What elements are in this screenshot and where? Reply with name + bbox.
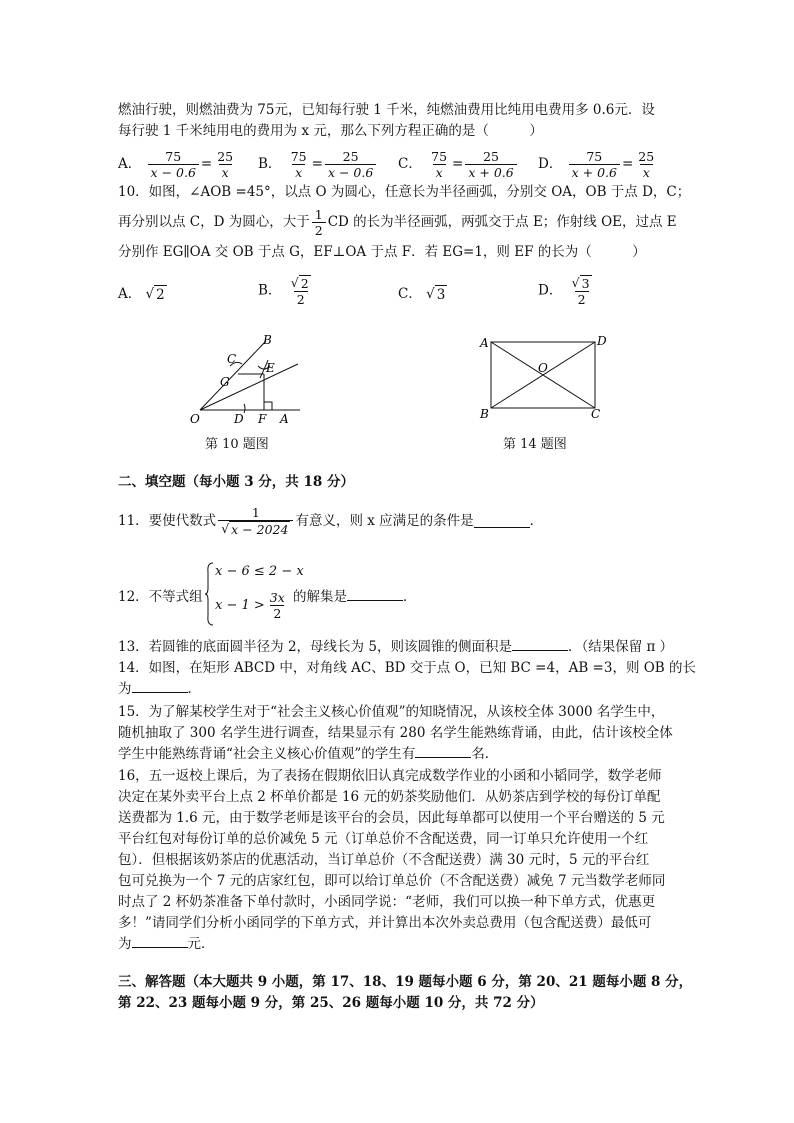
label-b: B [480,407,489,421]
label-a: A [480,336,489,350]
label-c: C [227,352,237,366]
q15-line1: 15．为了解某校学生对于“社会主义核心价值观”的知晓情况，从该校全体 3000 名学生中， [118,704,665,720]
figure-14 [475,330,615,425]
sqrt: √ 3 [571,275,590,291]
option-label: B． [258,282,282,299]
q16-line9: 为 元． [118,936,215,952]
q10-options [118,275,678,315]
q9-option-a[interactable]: A． $\frac{75}{x - 0.6}$ = $\frac{25}{x}$ [118,149,238,180]
q10-option-d[interactable] [538,275,597,307]
q11-answer-blank[interactable] [474,515,530,528]
fraction: $\frac{25}{x}$ [638,149,655,180]
option-label: B． [258,156,282,172]
q13: 13．若圆锥的底面圆半径为 2，母线长为 5，则该圆锥的侧面积是 ．（结果保留 π ） [118,639,674,655]
arc-d [244,404,245,413]
label-e: E [266,361,275,375]
label-b: B [263,333,272,347]
label-o: O [190,412,200,425]
q15-answer-blank[interactable] [415,745,471,758]
fraction: $\frac{25}{x - 0.6}$ [325,149,376,180]
option-label: D． [538,282,563,299]
q10-option-c[interactable] [398,285,447,304]
fraction: √ 2 2 [290,275,309,307]
section-3-heading-line1: 三、解答题（本大题共 9 小题，第 17、18、19 题每小题 6 分，第 20、21 题每小题 8 分， [118,974,693,990]
sqrt: √ 2 [145,286,165,303]
label-c: C [591,407,601,421]
sqrt: √ 3 [426,286,446,303]
label-a: A [280,412,289,425]
fraction: $\frac{3x}{2}$ [269,590,285,621]
fraction: $\frac{75}{x - 0.6}$ [148,149,199,180]
q12-inequality-2: x − 1 > $\frac{3x}{2}$ [215,590,290,621]
right-angle-mark [264,402,272,410]
q10-line2: 再分别以点 C，D 为圆心，大于 $\frac{1}{2}$ CD 的长为半径画弧，两弧交于点 E；作射线 OE，过点 E [118,206,677,238]
section-2-heading: 二、填空题（每小题 3 分，共 18 分） [118,474,354,490]
figure-10 [180,330,320,425]
sqrt: √ 2 [290,275,309,291]
fraction: $\frac{25}{x + 0.6}$ [465,149,516,180]
q12-inequality-1: x − 6 ≤ 2 − x [215,564,304,579]
q14-answer-blank[interactable] [132,680,188,693]
q16-line5: 包）．但根据该奶茶店的优惠活动，当订单总价（不含配送费）满 30 元时，5 元的平台红 [118,852,650,868]
option-label: C． [398,286,422,302]
fraction: $\frac{75}{x}$ [290,149,307,180]
label-d: D [234,412,244,425]
q16-line1: 16，五一返校上课后，为了表扬在假期依旧认真完成数学作业的小函和小韬同学，数学老师 [118,768,662,784]
q16-line3: 送费都为 1.6 元，由于数学老师是该平台的会员，因此每单都可以使用一个平台赠送的 5 元 [118,810,665,826]
q16-line4: 平台红包对每份订单的总价减免 5 元（订单总价不含配送费，同一订单只允许使用一个红 [118,831,649,847]
q16-line8: 多！”请同学们分析小函同学的下单方式，并计算出本次外卖总费用（包含配送费）最低可 [118,915,652,931]
q10-option-a[interactable] [118,285,167,304]
section-3-heading-line2: 第 22、23 题每小题 9 分，第 25、26 题每小题 10 分，共 72 分） [118,995,544,1011]
label-o: O [538,361,548,375]
q9-options [118,140,678,180]
ray-oe [200,364,298,410]
q9-option-c[interactable]: C． $\frac{75}{x}$ = $\frac{25}{x + 0.6}$ [398,149,519,180]
q14-line2: 为 ． [118,681,201,697]
q9-line2: 每行驶 1 千米纯用电的费用为 x 元，那么下列方程正确的是（ ） [118,123,543,139]
fraction: 1 √ x − 2024 [218,505,293,537]
fraction: $\frac{75}{x + 0.6}$ [569,149,620,180]
q16-line7: 时点了 2 杯奶茶准备下单付款时，小函同学说：“老师，我们可以换一种下单方式，优惠更 [118,894,656,910]
option-label: A． [118,286,142,302]
sqrt: √ x − 2024 [221,521,289,537]
option-label: D． [538,156,563,172]
label-f: F [258,412,267,425]
q15-line3: 学生中能熟练背诵“社会主义核心价值观”的学生有 名． [118,746,499,762]
fraction-half: $\frac{1}{2}$ [312,207,326,238]
figure-14-caption: 第 14 题图 [503,437,567,452]
brace-icon [204,562,214,626]
fraction: √ 3 2 [571,275,590,307]
q13-answer-blank[interactable] [512,638,568,651]
figure-10-caption: 第 10 题图 [205,437,269,452]
q16-line6: 包可兑换为一个 7 元的店家红包，即可以给订单总价（不含配送费）减免 7 元当数学老师同 [118,873,666,889]
exam-page: 燃油行驶，则燃油费为 75元，已知每行驶 1 千米，纯燃油费用比纯用电费用多 0.6元．设 每行驶 1 千米纯用电的费用为 x 元，那么下列方程正确的是（ ） A． $\frac{75}{x - 0.6}$ = $\frac{25}{x}$ B． $\frac{75}{x}$ = $\frac{25}{x - 0.6}$ C． $\frac{75}{x}$ = $\frac{25}{x + 0.6}$ D． $\frac{75}{x + 0.6}$ = $\frac{25}{x}$ 10．如图，∠AOB =45°，以点 O 为圆心，任意长为半径画弧，分别交 OA，OB 于点 D，C； 再分别以点 C，D 为圆心，大于 $\frac{1}{2}$ CD 的长为半径画弧，两弧交于点 E；作射线 OE，过点 E 分别作 EG∥OA 交 OB 于点 G，EF⊥OA 于点 F．若 EG=1，则 EF 的长为（ ） A． √ 2 B． √ 2 2 C． √ 3 D． √ 3 2 B C E G O D F A 第 10 题图 A D O B C 第 14 题图 二、填空题（每小题 3 分，共 18 分） 11．要使代数式 1 √ x − 2024 有意义，则 x 应满足的条件是 ． 12．不等式组 x − 6 ≤ 2 − x x − 1 > $\frac{3x}{2}$ 的解集是 ． 13．若圆锥的底面圆半径为 2，母线长为 5，则该圆锥的侧面积是 ．（结果保留 π ） 14．如图，在矩形 ABCD 中，对角线 AC、BD 交于点 O，已知 BC =4，AB =3，则 OB 的长 为 ． 15．为了解某校学生对于“社会主义核心价值观”的知晓情况，从该校全体 3000 名学生中， 随机抽取了 300 名学生进行调查，结果显示有 280 名学生能熟练背诵，由此，估计该校全体 学生中能熟练背诵“社会主义核心价值观”的学生有 名． 16，五一返校上课后，为了表扬在假期依旧认真完成数学作业的小函和小韬同学，数学老师 决定在某外卖平台上点 2 杯单价都是 16 元的奶茶奖励他们．从奶茶店到学校的每份订单配 送费都为 1.6 元，由于数学老师是该平台的会员，因此每单都可以使用一个平台赠送的 5 元 平台红包对每份订单的总价减免 5 元（订单总价不含配送费，同一订单只允许使用一个红 包）．但根据该奶茶店的优惠活动，当订单总价（不含配送费）满 30 元时，5 元的平台红 包可兑换为一个 7 元的店家红包，即可以给订单总价（不含配送费）减免 7 元当数学老师同 时点了 2 杯奶茶准备下单付款时，小函同学说：“老师，我们可以换一种下单方式，优惠更 多！”请同学们分析小函同学的下单方式，并计算出本次外卖总费用（包含配送费）最低可 为 元． 三、解答题（本大题共 9 小题，第 17、18、19 题每小题 6 分，第 20、21 题每小题 8 分， 第 22、23 题每小题 9 分，第 25、26 题每小题 10 分，共 72 分） [118,102,697,1011]
q9-option-d[interactable]: D． $\frac{75}{x + 0.6}$ = $\frac{25}{x}$ [538,149,659,180]
fraction: $\frac{25}{x}$ [217,149,234,180]
option-label: A． [118,156,142,172]
q9-option-b[interactable]: B． $\frac{75}{x}$ = $\frac{25}{x - 0.6}$ [258,149,378,180]
q16-line2: 决定在某外卖平台上点 2 杯单价都是 16 元的奶茶奖励他们．从奶茶店到学校的每份订单配 [118,789,661,805]
q9-line1: 燃油行驶，则燃油费为 75元，已知每行驶 1 千米，纯燃油费用比纯用电费用多 0.6元．设 [118,102,655,118]
q15-line2: 随机抽取了 300 名学生进行调查，结果显示有 280 名学生能熟练背诵，由此，估计该校全体 [118,725,673,741]
q12-answer-blank[interactable] [347,588,403,601]
option-label: C． [398,156,422,172]
label-g: G [220,375,230,389]
q10-line3: 分别作 EG∥OA 交 OB 于点 G，EF⊥OA 于点 F．若 EG=1，则 EF 的长为（ ） [118,244,646,260]
q16-answer-blank[interactable] [132,935,188,948]
q14-line1: 14．如图，在矩形 ABCD 中，对角线 AC、BD 交于点 O，已知 BC =4，AB =3，则 OB 的长 [118,660,697,676]
label-d: D [597,334,607,348]
q10-line1: 10．如图，∠AOB =45°，以点 O 为圆心，任意长为半径画弧，分别交 OA，OB 于点 D，C； [118,184,691,200]
fraction: $\frac{75}{x}$ [431,149,448,180]
q10-option-b[interactable] [258,275,316,307]
q11: 11．要使代数式 1 √ x − 2024 有意义，则 x 应满足的条件是 ． [118,505,544,537]
